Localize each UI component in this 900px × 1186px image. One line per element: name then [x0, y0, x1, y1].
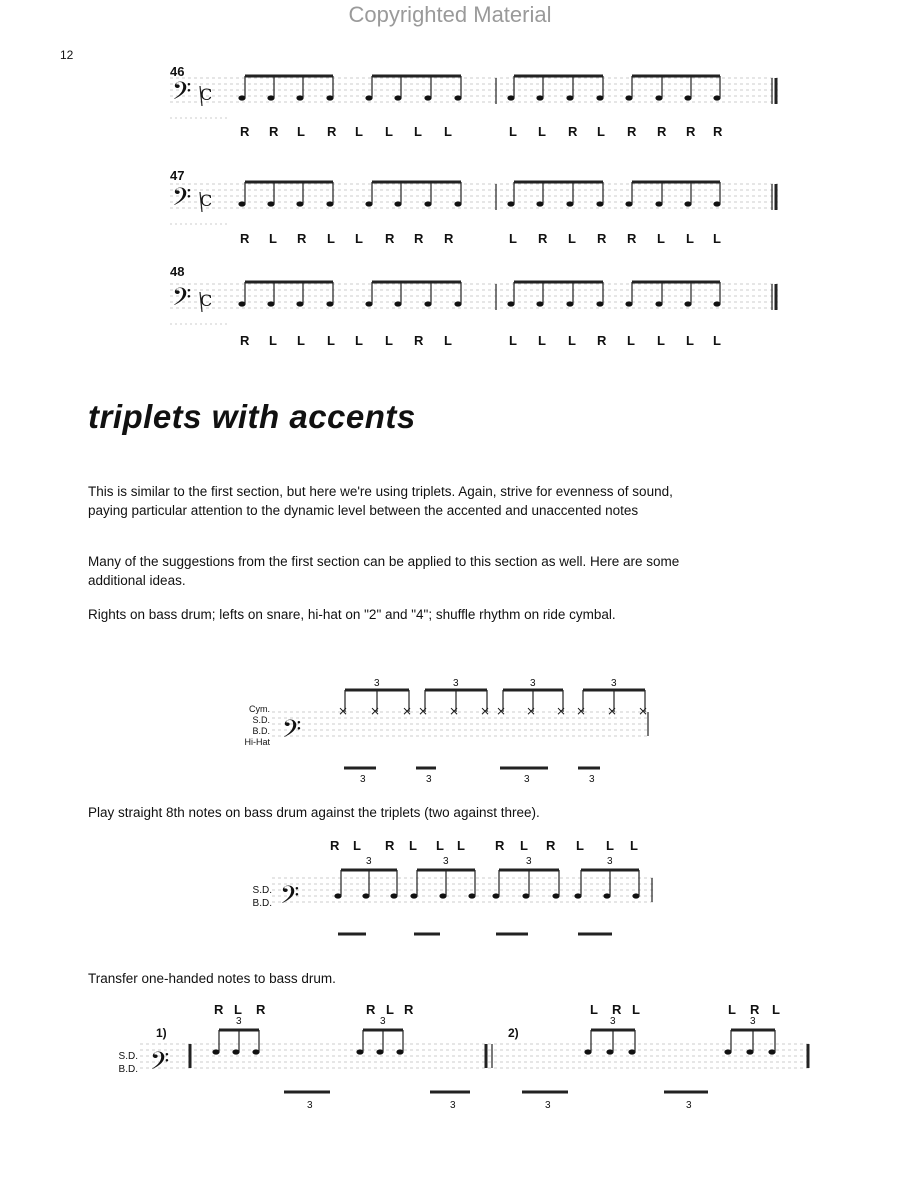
sticking-letter: R	[657, 124, 667, 139]
label-bass: B.D.	[252, 726, 270, 736]
cymbal-note: ×	[338, 704, 349, 718]
sticking-letter: R	[414, 231, 424, 246]
sticking-letter: L	[269, 333, 277, 348]
sticking-letter: R	[404, 1002, 414, 1017]
sticking-letter: R	[627, 231, 637, 246]
cymbal-note: ×	[402, 704, 413, 718]
cymbal-note: ×	[480, 704, 491, 718]
sticking-letter: L	[444, 124, 452, 139]
sticking-letter: R	[240, 333, 250, 348]
page-number: 12	[60, 48, 74, 62]
sticking-row-46	[0, 124, 900, 140]
tuplet-number: 3	[360, 774, 366, 785]
sticking-letter: R	[612, 1002, 622, 1017]
sticking-letter: L	[657, 333, 665, 348]
tuplet-number: 3	[236, 1016, 242, 1027]
sticking-row-47	[0, 231, 900, 247]
tuplet-number: 3	[380, 1016, 386, 1027]
label-snare: S.D.	[252, 715, 270, 725]
sticking-letter: R	[750, 1002, 760, 1017]
cymbal-note: ×	[496, 704, 507, 718]
tuplet-number: 3	[526, 856, 532, 867]
tuplet-number: 3	[607, 856, 613, 867]
sticking-letter: R	[686, 124, 696, 139]
instrument-labels-ex1	[238, 704, 270, 748]
bass-clef: 𝄢	[172, 283, 192, 318]
sticking-letter: L	[772, 1002, 780, 1017]
paragraph-idea-3: Transfer one-handed notes to bass drum.	[88, 971, 336, 986]
section-heading: triplets with accents	[88, 398, 416, 435]
tuplet-number: 3	[530, 678, 536, 689]
cymbal-note: ×	[576, 704, 587, 718]
exercise-number-48: 48	[170, 264, 185, 279]
copyright-watermark: Copyrighted Material	[348, 2, 552, 27]
sticking-letter: L	[630, 838, 638, 853]
sticking-letter: L	[538, 124, 546, 139]
instrument-labels-ex3	[104, 1050, 138, 1076]
sticking-letter: R	[495, 838, 505, 853]
tuplet-number: 3	[450, 1100, 456, 1111]
sticking-letter: L	[444, 333, 452, 348]
sticking-letter: R	[240, 231, 250, 246]
sticking-letter: L	[409, 838, 417, 853]
tuplet-number: 3	[307, 1100, 313, 1111]
paragraph-intro: This is similar to the first section, but here we're using triplets. Again, strive for evenness of sound, paying particular attention to the dynamic level between the accented and unaccented notes	[88, 484, 673, 518]
sticking-letter: L	[538, 333, 546, 348]
sticking-letter: R	[414, 333, 424, 348]
sticking-letter: L	[657, 231, 665, 246]
sticking-letter: L	[414, 124, 422, 139]
cymbal-note: ×	[607, 704, 618, 718]
sticking-letter: L	[686, 231, 694, 246]
tuplet-number: 3	[443, 856, 449, 867]
tuplet-number: 3	[524, 774, 530, 785]
tuplet-number: 3	[453, 678, 459, 689]
tuplet-number: 3	[750, 1016, 756, 1027]
tuplet-number: 3	[686, 1100, 692, 1111]
sticking-letter: L	[355, 124, 363, 139]
sticking-letter: R	[568, 124, 578, 139]
sticking-letter: R	[330, 838, 340, 853]
tuplet-number: 3	[366, 856, 372, 867]
cymbal-note: ×	[418, 704, 429, 718]
sticking-letter: R	[627, 124, 637, 139]
sticking-letter: L	[713, 333, 721, 348]
label-cymbal: Cym.	[249, 704, 270, 714]
sticking-letter: R	[546, 838, 556, 853]
bass-clef: 𝄢	[150, 1047, 170, 1082]
bass-clef: 𝄢	[172, 183, 192, 218]
sticking-letter: L	[509, 231, 517, 246]
cut-time-sign: C	[200, 291, 213, 310]
sticking-letter: L	[568, 231, 576, 246]
cymbal-note: ×	[526, 704, 537, 718]
sticking-letter: R	[597, 333, 607, 348]
sticking-letter: L	[297, 124, 305, 139]
sticking-letter: L	[713, 231, 721, 246]
sticking-letter: L	[576, 838, 584, 853]
sticking-letter: R	[327, 124, 337, 139]
cymbal-note: ×	[370, 704, 381, 718]
sticking-letter: L	[457, 838, 465, 853]
cymbal-note: ×	[449, 704, 460, 718]
cymbal-note: ×	[556, 704, 567, 718]
sticking-letter: L	[509, 333, 517, 348]
cut-time-sign: C	[200, 85, 213, 104]
label-bass: B.D.	[118, 1064, 138, 1075]
label-snare: S.D.	[252, 885, 272, 896]
sticking-letter: L	[632, 1002, 640, 1017]
sticking-letter: R	[597, 231, 607, 246]
exercise-number-47: 47	[170, 168, 185, 183]
sticking-letter: L	[606, 838, 614, 853]
label-hihat: Hi-Hat	[244, 737, 270, 747]
paragraph-idea-2: Play straight 8th notes on bass drum against the triplets (two against three).	[88, 805, 540, 820]
sticking-letter: L	[627, 333, 635, 348]
sticking-letter: R	[214, 1002, 224, 1017]
sticking-letter: R	[366, 1002, 376, 1017]
sticking-letter: R	[297, 231, 307, 246]
paragraph-idea-1: Rights on bass drum; lefts on snare, hi-hat on "2" and "4"; shuffle rhythm on ride cymbal.	[88, 607, 616, 622]
sticking-letter: L	[568, 333, 576, 348]
sticking-letter: L	[386, 1002, 394, 1017]
sticking-letter: R	[269, 124, 279, 139]
sticking-letter: L	[327, 231, 335, 246]
sticking-letter: L	[355, 333, 363, 348]
sticking-letter: L	[353, 838, 361, 853]
sticking-letter: L	[509, 124, 517, 139]
sticking-letter: R	[385, 231, 395, 246]
sticking-letter: L	[385, 333, 393, 348]
sticking-letter: R	[385, 838, 395, 853]
sticking-letter: R	[444, 231, 454, 246]
sticking-letter: L	[728, 1002, 736, 1017]
sticking-letter: L	[355, 231, 363, 246]
label-bass: B.D.	[252, 898, 272, 909]
sticking-letter: R	[538, 231, 548, 246]
part-label-2: 2)	[508, 1026, 519, 1040]
sticking-letter: L	[436, 838, 444, 853]
sticking-letter: L	[520, 838, 528, 853]
sticking-letter: L	[686, 333, 694, 348]
sticking-row-48	[0, 333, 900, 349]
sticking-letter: L	[385, 124, 393, 139]
tuplet-number: 3	[589, 774, 595, 785]
tuplet-number: 3	[426, 774, 432, 785]
sticking-letter: L	[590, 1002, 598, 1017]
sticking-row-ex2	[0, 838, 900, 854]
bass-clef: 𝄢	[280, 881, 300, 916]
sticking-letter: L	[327, 333, 335, 348]
sticking-letter: L	[234, 1002, 242, 1017]
tuplet-number: 3	[374, 678, 380, 689]
bass-clef: 𝄢	[172, 77, 192, 112]
sticking-row-ex3	[0, 1002, 900, 1018]
label-snare: S.D.	[118, 1051, 138, 1062]
paragraph-suggestions: Many of the suggestions from the first section can be applied to this section as well. Here are some additional ideas.	[88, 554, 680, 588]
cut-time-sign: C	[200, 191, 213, 210]
bass-clef: 𝄢	[282, 715, 302, 750]
sticking-letter: L	[269, 231, 277, 246]
sticking-letter: L	[297, 333, 305, 348]
exercise-number-46: 46	[170, 64, 185, 79]
sticking-letter: R	[256, 1002, 266, 1017]
sticking-letter: L	[597, 124, 605, 139]
sticking-letter: R	[713, 124, 723, 139]
tuplet-number: 3	[545, 1100, 551, 1111]
cymbal-note: ×	[638, 704, 649, 718]
instrument-labels-ex2	[238, 884, 272, 910]
sticking-letter: R	[240, 124, 250, 139]
tuplet-number: 3	[610, 1016, 616, 1027]
part-label-1: 1)	[156, 1026, 167, 1040]
tuplet-number: 3	[611, 678, 617, 689]
